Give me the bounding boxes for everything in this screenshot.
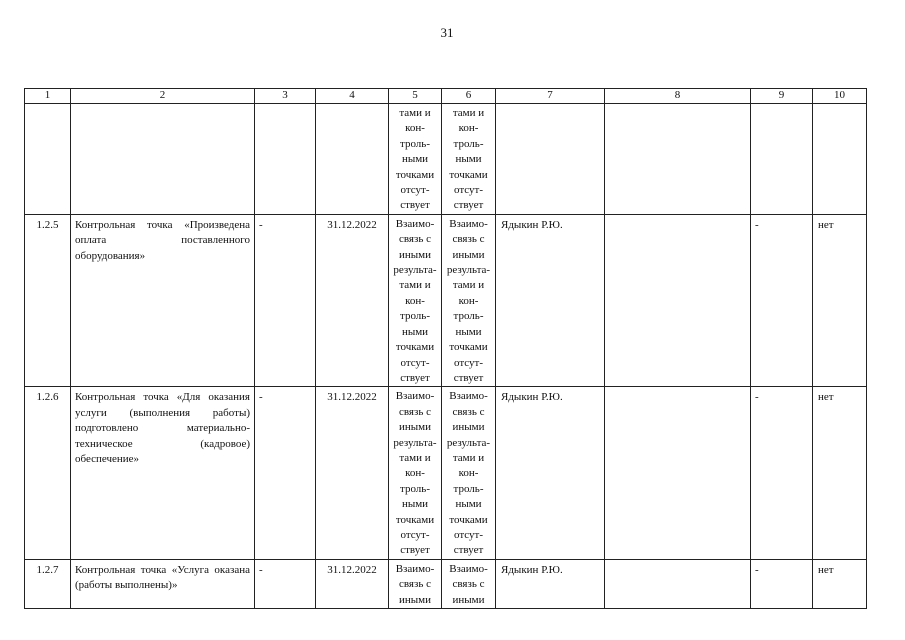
cell-line: отсут- xyxy=(453,528,483,541)
cell-responsible: Ядыкин Р.Ю. xyxy=(496,387,605,559)
cell-line: результа- xyxy=(393,436,437,449)
page-number: 31 xyxy=(440,25,454,40)
cell-num xyxy=(25,104,71,215)
table-row xyxy=(25,559,867,608)
cell-line: иными xyxy=(398,248,431,261)
cell-col3 xyxy=(255,104,316,215)
cell-line: результа- xyxy=(446,436,491,449)
header-cell: 5 xyxy=(389,89,442,104)
cell-line: кон- xyxy=(405,122,425,135)
cell-col6 xyxy=(442,559,496,608)
cell-line: результа- xyxy=(446,264,491,277)
cell-line: иными xyxy=(398,593,431,606)
cell-line: ствует xyxy=(400,199,430,212)
cell-date: 31.12.2022 xyxy=(316,214,389,386)
header-cell: 4 xyxy=(316,89,389,104)
cell-line: ными xyxy=(455,498,482,511)
cell-col6 xyxy=(442,214,496,386)
cell-text xyxy=(71,104,255,215)
header-cell: 10 xyxy=(813,89,867,104)
cell-line: кон- xyxy=(458,122,479,135)
cell-line: точками xyxy=(395,341,435,354)
cell-col6 xyxy=(442,104,496,215)
continuation-row xyxy=(25,104,867,215)
cell-line: иными xyxy=(452,421,485,434)
cell-line: ными xyxy=(401,325,429,338)
cell-line: отсут- xyxy=(453,356,483,369)
cell-col9: - xyxy=(751,214,813,386)
header-cell: 7 xyxy=(496,89,605,104)
cell-line: тами и xyxy=(452,107,485,119)
cell-line: троль- xyxy=(400,137,430,150)
cell-text: Контрольная точка «Произведена оплата поставленного оборудования» xyxy=(71,214,255,386)
cell-line: Взаимо- xyxy=(395,562,435,575)
header-cell: 6 xyxy=(442,89,496,104)
cell-line: троль- xyxy=(400,310,430,323)
cell-line: тами и xyxy=(452,451,485,464)
cell-line: Взаимо- xyxy=(395,217,435,230)
cell-line: ствует xyxy=(453,544,484,557)
cell-line: отсут- xyxy=(400,356,430,369)
cell-line: троль- xyxy=(453,137,484,150)
cell-responsible xyxy=(496,104,605,215)
cell-line: связь с xyxy=(452,233,485,246)
cell-line: Взаимо- xyxy=(449,390,488,403)
cell-line: Взаимо- xyxy=(395,390,435,403)
table-row xyxy=(25,214,867,386)
cell-line: точками xyxy=(395,513,435,526)
cell-col10 xyxy=(813,104,867,215)
cell-line: ствует xyxy=(453,199,484,212)
cell-date: 31.12.2022 xyxy=(316,387,389,559)
cell-line: ствует xyxy=(400,371,430,384)
cell-line: отсут- xyxy=(453,184,483,197)
table-row xyxy=(25,387,867,559)
cell-line: кон- xyxy=(458,294,479,307)
cell-line: ными xyxy=(455,153,482,166)
cell-line: связь с xyxy=(399,578,431,591)
cell-line: тами и xyxy=(452,279,485,292)
cell-col8 xyxy=(605,214,751,386)
cell-line: связь с xyxy=(399,405,431,418)
cell-col5 xyxy=(389,104,442,215)
cell-col10: нет xyxy=(813,559,867,608)
cell-col5 xyxy=(389,214,442,386)
cell-col5 xyxy=(389,559,442,608)
cell-line: точками xyxy=(449,513,488,526)
cell-line: иными xyxy=(452,593,485,606)
cell-line: отсут- xyxy=(400,528,430,541)
header-cell: 9 xyxy=(751,89,813,104)
cell-responsible: Ядыкин Р.Ю. xyxy=(496,214,605,386)
cell-line: связь с xyxy=(452,405,485,418)
cell-line: ными xyxy=(401,498,429,511)
header-cell: 2 xyxy=(71,89,255,104)
cell-text: Контрольная точка «Для оказания услуги (выполнения работы) подготовлено материально-техническое (кадровое) обеспечение» xyxy=(71,387,255,559)
cell-line: точками xyxy=(449,168,488,181)
cell-line: ствует xyxy=(453,371,484,384)
header-cell: 1 xyxy=(25,89,71,104)
cell-line: отсут- xyxy=(400,184,430,197)
cell-line: тами и xyxy=(399,451,431,464)
cell-col3: - xyxy=(255,214,316,386)
header-cell: 8 xyxy=(605,89,751,104)
cell-line: иными xyxy=(452,248,485,261)
cell-line: иными xyxy=(398,421,431,434)
cell-col9: - xyxy=(751,559,813,608)
cell-date: 31.12.2022 xyxy=(316,559,389,608)
cell-responsible: Ядыкин Р.Ю. xyxy=(496,559,605,608)
cell-line: точками xyxy=(395,168,435,181)
cell-line: кон- xyxy=(405,467,425,480)
cell-col3: - xyxy=(255,559,316,608)
cell-line: тами и xyxy=(399,107,431,119)
cell-line: кон- xyxy=(458,467,479,480)
cell-col9 xyxy=(751,104,813,215)
cell-line: ными xyxy=(401,153,429,166)
header-row xyxy=(25,89,867,104)
cell-date xyxy=(316,104,389,215)
cell-line: результа- xyxy=(393,264,437,277)
cell-line: троль- xyxy=(453,482,484,495)
cell-text: Контрольная точка «Услуга оказана (работы выполнены)» xyxy=(71,559,255,608)
cell-line: Взаимо- xyxy=(449,562,488,575)
cell-line: связь с xyxy=(452,578,485,591)
cell-num: 1.2.6 xyxy=(25,387,71,559)
cell-line: связь с xyxy=(399,233,431,246)
cell-col10: нет xyxy=(813,387,867,559)
cell-line: троль- xyxy=(453,310,484,323)
cell-line: Взаимо- xyxy=(449,217,488,230)
cell-num: 1.2.7 xyxy=(25,559,71,608)
header-cell: 3 xyxy=(255,89,316,104)
cell-col9: - xyxy=(751,387,813,559)
control-points-table xyxy=(24,88,867,609)
cell-col10: нет xyxy=(813,214,867,386)
cell-col8 xyxy=(605,104,751,215)
cell-col8 xyxy=(605,387,751,559)
cell-col5 xyxy=(389,387,442,559)
cell-line: ствует xyxy=(400,544,430,557)
cell-col6 xyxy=(442,387,496,559)
cell-line: кон- xyxy=(405,294,425,307)
cell-num: 1.2.5 xyxy=(25,214,71,386)
cell-line: троль- xyxy=(400,482,430,495)
cell-line: тами и xyxy=(399,279,431,292)
cell-col8 xyxy=(605,559,751,608)
cell-line: точками xyxy=(449,341,488,354)
cell-line: ными xyxy=(455,325,482,338)
cell-col3: - xyxy=(255,387,316,559)
